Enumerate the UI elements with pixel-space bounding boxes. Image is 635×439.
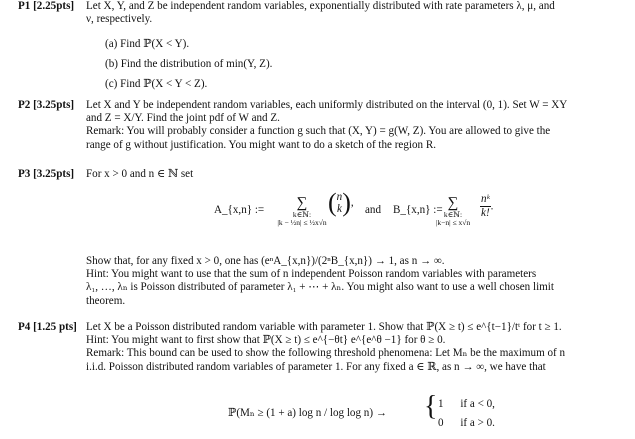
problem-3-label: P3 [3.25pts] xyxy=(18,168,75,180)
binom-n: n xyxy=(336,191,343,203)
problem-2-remark-line-2: range of g without justification. You might want to do a sketch of the region R. xyxy=(86,138,437,151)
problem-4-body xyxy=(86,321,565,374)
problem-2-body xyxy=(86,99,567,152)
power-fraction: $\frac{\text{nᵏ}}{k!}$ . xyxy=(481,193,494,220)
sum-symbol-icon: ∑ xyxy=(447,195,459,211)
problem-1-part-c: (c) Find ℙ(X < Y < Z). xyxy=(105,78,208,90)
problem-3-hint-line-1: Hint: You might want to use that the sum of n independent Poisson random variables with parameters xyxy=(86,268,537,281)
problem-4-label: P4 [1.25 pts] xyxy=(18,321,77,333)
b-sum xyxy=(428,196,478,227)
binomial-coefficient: (n k), xyxy=(328,188,354,217)
binom-k: k xyxy=(336,203,342,215)
problem-1-label: P1 [2.25pts] xyxy=(18,0,75,12)
problem-4-remark-line-1: Remark: This bound can be used to show the following threshold phenomena: Let Mₙ be the maximum of n xyxy=(86,347,566,360)
problem-1-part-a: (a) Find ℙ(X < Y). xyxy=(105,38,190,50)
problem-1-intro-line-2: ν, respectively. xyxy=(86,13,153,26)
case-1 xyxy=(438,398,495,411)
problem-1-intro xyxy=(86,0,555,26)
b-sum-subscript-2: |k−n| ≤ x√n xyxy=(435,218,471,227)
and-word: and xyxy=(365,204,382,216)
problem-3-line-1: Show that, for any fixed x > 0, one has (eⁿA_{x,n})/(2ⁿB_{x,n}) → 1, as n → ∞. xyxy=(86,255,445,267)
a-sum xyxy=(272,196,332,227)
problem-3-intro: For x > 0 and n ∈ ℕ set xyxy=(86,168,194,180)
problem-1-part-b: (b) Find the distribution of min(Y, Z). xyxy=(105,58,273,70)
right-paren-icon: ) xyxy=(342,188,351,217)
problem-2-line-1: Let X and Y be independent random variables, each uniformly distributed on the interval (0, 1). Set W = XY xyxy=(86,99,568,111)
problem-4-line-1: Let X be a Poisson distributed random variable with parameter 1. Show that ℙ(X ≥ t) ≤ e^{t−1}/tᵗ for t ≥ 1. xyxy=(86,321,562,333)
problem-2-line-2: and Z = X/Y. Find the joint pdf of W and Z. xyxy=(86,112,280,125)
left-brace-icon: { xyxy=(424,391,438,422)
case-2 xyxy=(438,417,495,430)
problem-1-intro-line-1: Let X, Y, and Z be independent random variables, exponentially distributed with rate parameters λ, μ, and xyxy=(86,0,555,12)
problem-4-remark-line-2: i.i.d. Poisson distributed random variables of parameter 1. For any fixed a ∈ ℝ, as n → ∞, we have that xyxy=(86,360,546,373)
fraction-numerator: nᵏ xyxy=(480,193,491,207)
problem-4-hint: Hint: You might want to first show that ℙ(X ≥ t) ≤ e^{−θt} e^{e^θ −1} for θ ≥ 0. xyxy=(86,334,446,347)
fraction-denominator: k! xyxy=(481,207,490,220)
problem-3-hint-line-2: λ₁, …, λₙ is Poisson distributed of parameter λ₁ + ⋯ + λₙ. You might also want to use a well chosen limit xyxy=(86,281,554,294)
case-1-condition: if a < 0, xyxy=(460,398,495,410)
a-xn-definition: A_{x,n} := xyxy=(214,204,265,216)
a-sum-subscript-1: k∈ℕ: xyxy=(292,210,312,219)
case-1-value: 1 xyxy=(438,398,444,410)
problem-2-label: P2 [3.25pts] xyxy=(18,99,75,111)
b-xn-definition: B_{x,n} := xyxy=(393,204,443,216)
problem-3-hint-line-3: theorem. xyxy=(86,294,126,307)
sum-symbol-icon: ∑ xyxy=(296,195,308,211)
b-sum-subscript-1: k∈ℕ: xyxy=(443,210,463,219)
problem-3-body xyxy=(86,255,554,308)
case-2-condition: if a > 0. xyxy=(460,417,495,429)
case-2-value: 0 xyxy=(438,417,444,429)
threshold-lhs: ℙ(Mₙ ≥ (1 + a) log n / log log n) → xyxy=(228,407,387,419)
a-sum-subscript-2: |k − ½n| ≤ ½x√n xyxy=(277,218,327,227)
problem-2-remark-line-1: Remark: You will probably consider a function g such that (X, Y) = g(W, Z). You are allowed to give the xyxy=(86,125,551,138)
left-paren-icon: ( xyxy=(328,188,337,217)
